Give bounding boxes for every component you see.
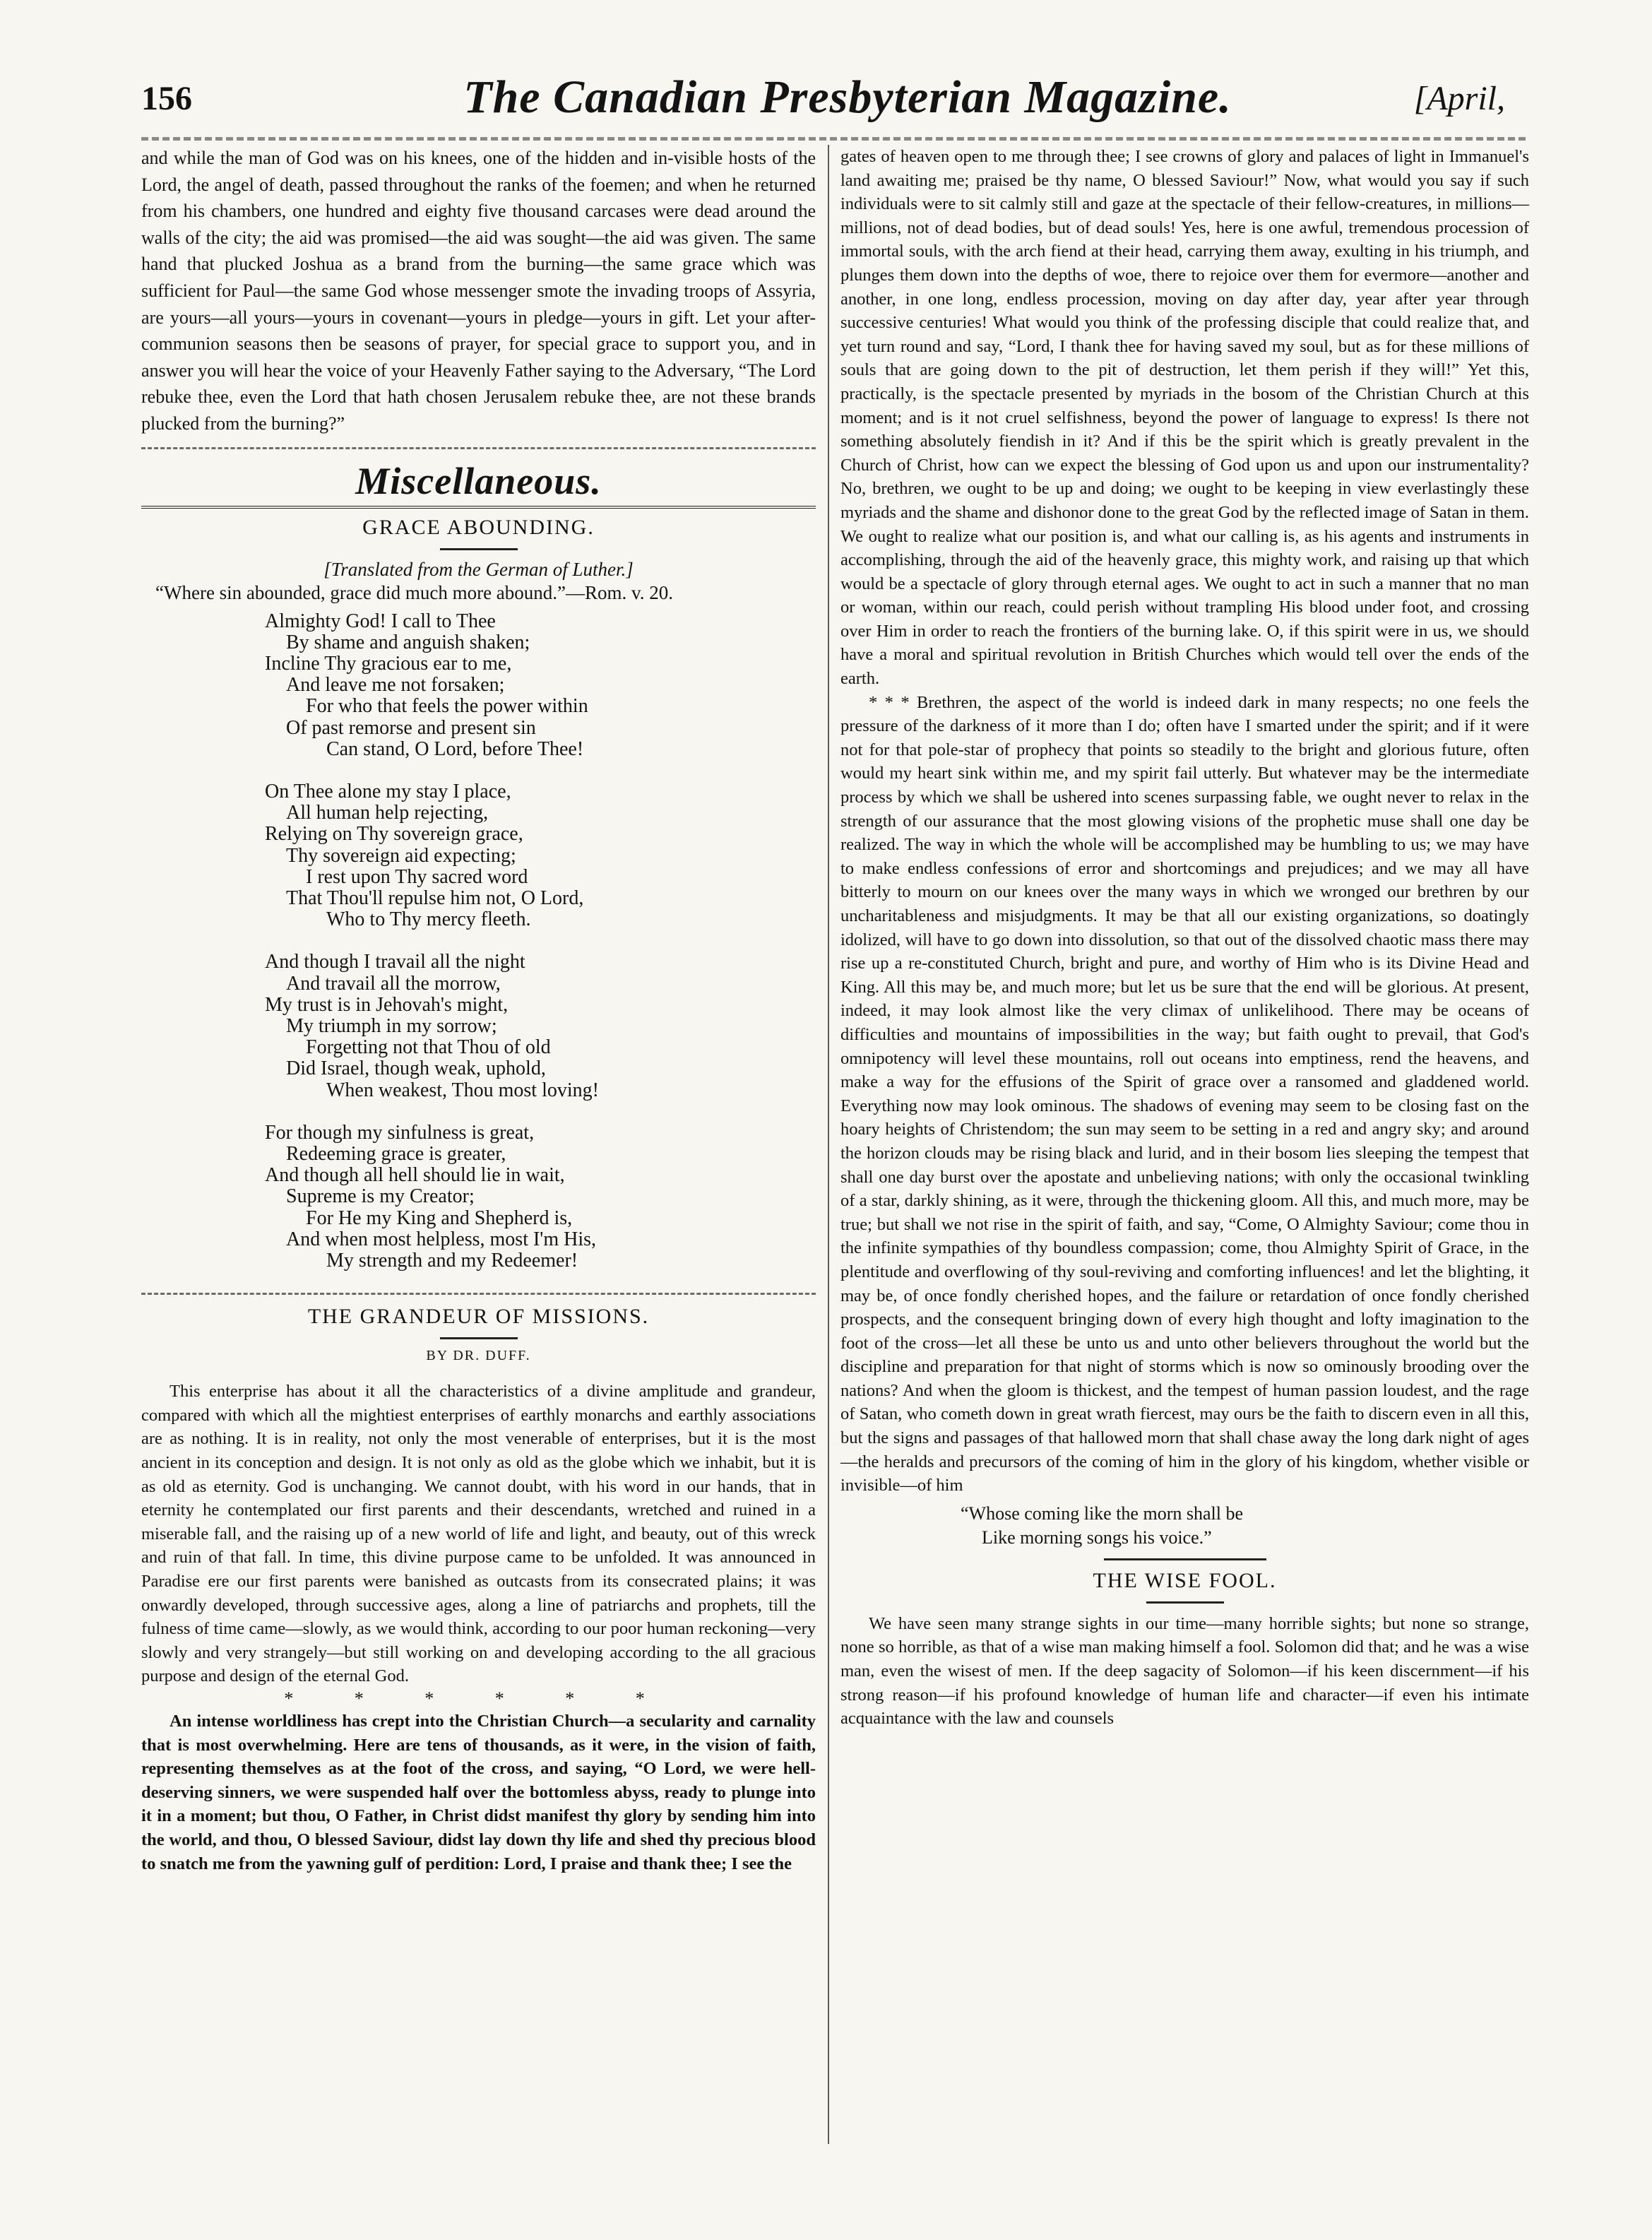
page-number: 156: [141, 80, 192, 117]
poem-line: On Thee alone my stay I place,: [265, 780, 511, 802]
poem-line: When weakest, Thou most loving!: [326, 1079, 599, 1101]
missions-paragraph: [840, 691, 1529, 1498]
section-title: Miscellaneous.: [355, 459, 602, 502]
missions-paragraph: This enterprise has about it all the characteristics of a divine amplitude and grandeur, compared with which all the mightiest enterprises of earthly monarchs and earthly associations are as nothing. It is in reality, not only the most venerable of enterprises, but it is the most ancient in its conception and design. It is not only as old as the globe which we inhabit, but it is as old as eternity. God is unchanging. We cannot doubt, with his word in our hands, that in eternity he contemplated our first parents and their descendants, wretched and ruined in a miserable fall, and the raising up of a new world of life and light, and beauty, out of this wreck and ruin of that fall. In time, this divine purpose came to be unfolded. It was announced in Paradise ere our first parents were banished as outcasts from its consecrated plains; it was onwardly developed, through successive ages, along a line of patriarchs and prophets, till the fulness of time came—slowly, as we would think, according to our poor human reckoning—very slowly and very strangely—but still working on and developing according to the all gracious purpose and design of the eternal God.: [141, 1382, 816, 1686]
poem-line: And though I travail all the night: [265, 951, 525, 973]
paragraph-text: Brethren, the aspect of the world is indeed dark in many respects; no one feels the pressure of the darkness of it more than I do; often have I smarted under the spirit; and if it were not for that pole-star of prophecy that points so steadily to the bright and glorious future, often would my heart sink within me, and my spirit fail utterly. But whatever may be the intermediate process by which we shall be ushered into scenes surpassing fable, we ought never to relax in the strength of our assurance that the most glowing visions of the prophetic muse shall one day be realized. The way in which the whole will be accomplished may be humbling to us; we may have to make endless confessions of error and shortcomings and prejudices; and we may all have bitterly to mourn on our knees over the many ways in which we wronged our brethren by our uncharitableness and misjudgments. It may be that all our existing organizations, so doatingly idolized, will have to go down into dissolution, so that out of the dissolved chaotic mass there may rise up a re-constituted Church, bright and pure, and worthy of Him who is its Divine Head and King. All this may be, and much more; but let us be sure that the end will be glorious. At present, indeed, it may look almost like the very climax of unlikelihood. There may be oceans of difficulties and mountains of impossibilities in the way; but faith ought to prevail, that God's omnipotency will level these mountains, roll out oceans into emptiness, rend the heavens, and make a way for the effusions of the Spirit of grace over a ransomed and gladdened world. Everything now may look ominous. The shadows of evening may seem to be closing fast on the hoary heights of Christendom; the sun may seem to be setting in a red and angry sky; and around the horizon clouds may be rising black and lurid, and in their bosom lies sleeping the tempest that shall one day burst over the apostate and unbelieving nations; with only the occasional twinkling of a star, darkly shining, as it were, through the thickening gloom. All this, and much more, may be true; but shall we not rise in the spirit of faith, and say, “Come, O Almighty Saviour; come thou in the infinite sympathies of thy boundless compassion; come, thou Almighty Spirit of Grace, in the plentitude and overflowing of thy soul-reviving and comforting influences! and let the blighting, it may be, of once fondly cherished hopes, and the failure or retardation of once fondly cherished prospects, and the consequent bringing down of every high thought and lofty imagination to the foot of the cross—let all these be unto us and unto other believers throughout the world but the discipline and preparation for that night of storms which is now so ominously brooding over the nations? And when the gloom is thickest, and the tempest of human passion loudest, and the rage of Satan, who cometh down in great wrath fiercest, may ours be the faith to discern even in all this, but the signs and passages of that hallowed morn that shall chase away the long dark night of ages—the heralds and precursors of the coming of him in the glory of his kingdom, whether visible or invisible—of him: [840, 692, 1530, 1495]
quote-line: Like morning songs his voice.”: [982, 1527, 1212, 1548]
section-title-rule: [141, 506, 816, 509]
poem-epigraph: “Where sin abounded, grace did much more abound.”—Rom. v. 20.: [155, 581, 674, 603]
poem-line: By shame and anguish shaken;: [286, 631, 530, 653]
header-rule: [141, 137, 1526, 141]
section-break-stars: * * * * * *: [284, 1688, 673, 1709]
poem-line: I rest upon Thy sacred word: [306, 865, 528, 888]
poem-line: Thy sovereign aid expecting;: [286, 844, 516, 867]
missions-byline: BY DR. DUFF.: [426, 1348, 531, 1364]
wise-fool-paragraph: We have seen many strange sights in our time—many horrible sights; but none so strange, none so horrible, as that of a wise man making himself a fool. Solomon did that; and he was a wise man, even the wisest of men. If the deep sagacity of Solomon—if his keen discernment—if his strong reason—if his profound knowledge of human life and character—if even his intimate acquaintance with the law and counsels: [840, 1613, 1529, 1729]
issue-month: [April,: [1413, 80, 1505, 117]
poem-line: Of past remorse and present sin: [286, 716, 536, 739]
wise-fool-title: THE WISE FOOL.: [1093, 1568, 1277, 1592]
poem-line: My strength and my Redeemer!: [326, 1250, 578, 1272]
article-divider: [1104, 1558, 1266, 1560]
poem-line: And travail all the morrow,: [286, 972, 501, 995]
poem-line: Who to Thy mercy fleeth.: [326, 908, 531, 931]
poem-stanza: [141, 952, 816, 1101]
poem-line: Forgetting not that Thou of old: [306, 1036, 551, 1059]
missions-paragraph: An intense worldliness has crept into the Christian Church—a secularity and carnality that is most overwhelming. Here are tens of thousands, as it were, in the vision of faith, representing themselves as at the foot of the cross, and saying, “O Lord, we were hell-deserving sinners, we were suspended half over the bottomless abyss, ready to plunge into it in a moment; but thou, O Father, in Christ didst manifest thy glory by sending him into the world, and thou, O blessed Saviour, didst lay down thy life and shed thy precious blood to snatch me from the yawning gulf of perdition: Lord, I praise and thank thee; I see the: [141, 1711, 816, 1873]
section-divider: [141, 447, 816, 449]
missions-continued-paragraph: gates of heaven open to me through thee; I see crowns of glory and palaces of light in Immanuel's land awaiting me; praised be thy name, O blessed Saviour!” Now, what would you say if such individuals were to sit calmly still and gaze at the spectacle of their fellow-creatures, in millions—millions, not of dead bodies, but of dead souls! Yes, here is one awful, tremendous procession of immortal souls, with the arch fiend at their head, carrying them away, exulting in his triumph, and plunges them down into the depths of woe, there to rejoice over them for evermore—another and another, in one long, endless procession, moving on day after day, year after year through successive centuries! What would you think of the professing disciple that could realize that, and yet turn round and say, “Lord, I thank thee for having saved my soul, but as for these millions of souls that are going down to the pit of destruction, let them perish if they will!” Yet this, practically, is the spectacle presented by myriads in the bosom of the Christian Church at this moment; and is it not cruel selfishness, beyond the power of language to express! Is there not something absolutely fiendish in it? And if this be the spirit which is greatly prevalent in the Church of Christ, how can we expect the blessing of God upon us and upon our instrumentality? No, brethren, we ought to be up and doing; we ought to be keeping in view everlastingly these myriads and the shame and dishonor done to the great God by the reflected image of Satan in them. We ought to realize what our position is, and what our calling is, as his agents and instruments in accomplishing, through the aid of the heavenly grace, this mighty work, and raising up that which would be a spectacle of glory through eternal ages. We ought to act in such a manner that no man or woman, within our reach, could perish without trampling His blood under foot, and crossing over Him in order to reach the frontiers of the burning lake. O, if this spirit were in us, we should have a moral and spiritual revolution in British Churches which would tell over the ends of the earth.: [840, 147, 1529, 689]
poem-line: My triumph in my sorrow;: [286, 1014, 497, 1037]
poem-line: Supreme is my Creator;: [286, 1185, 475, 1208]
missions-title-rule: [440, 1337, 518, 1339]
poem-line: And when most helpless, most I'm His,: [286, 1228, 597, 1250]
quote-line: “Whose coming like the morn shall be: [961, 1503, 1244, 1524]
section-break-stars: * * *: [869, 692, 910, 712]
poem-line: Incline Thy gracious ear to me,: [265, 652, 512, 675]
poem-line: For though my sinfulness is great,: [265, 1121, 535, 1144]
poem-line: That Thou'll repulse him not, O Lord,: [286, 887, 584, 909]
poem-stanza: [141, 781, 816, 930]
poem-line: For who that feels the power within: [306, 695, 588, 718]
poem-line: Almighty God! I call to Thee: [265, 610, 496, 632]
left-column: [141, 145, 816, 1875]
magazine-title: The Canadian Presbyterian Magazine.: [463, 71, 1232, 123]
poem-line: Relying on Thy sovereign grace,: [265, 823, 523, 846]
carry-over-paragraph: and while the man of God was on his knees, one of the hidden and in-visible hosts of the Lord, the angel of death, passed throughout the ranks of the foemen; and when he returned from his chambers, one hundred and eighty five thousand carcases were dead around the walls of the city; the aid was promised—the aid was sought—the aid was given. The same hand that plucked Joshua as a brand from the burning—the same grace which was sufficient for Paul—the same God whose messenger smote the invading troops of Assyria, are yours—all yours—yours in covenant—yours in pledge—yours in gift. Let your after-communion seasons then be seasons of prayer, for special grace to support you, and in answer you will hear the voice of your Heavenly Father saying to the Adversary, “The Lord rebuke thee, even the Lord that hath chosen Jerusalem rebuke thee, are not these brands plucked from the burning?”: [141, 148, 816, 434]
poem-line: For He my King and Shepherd is,: [306, 1207, 573, 1229]
poem-line: And leave me not forsaken;: [286, 674, 505, 697]
closing-quote: [840, 1502, 1529, 1550]
poem-line: My trust is in Jehovah's might,: [265, 993, 509, 1016]
poem-line: Redeeming grace is greater,: [286, 1143, 506, 1165]
poem-stanza: [141, 611, 816, 760]
column-divider: [828, 145, 829, 2144]
wise-fool-title-rule: [1146, 1601, 1224, 1604]
article-divider: [141, 1293, 816, 1295]
poem-translation-note: [Translated from the German of Luther.]: [323, 558, 634, 580]
missions-title: THE GRANDEUR OF MISSIONS.: [307, 1305, 650, 1329]
poem-title: GRACE ABOUNDING.: [362, 515, 595, 539]
poem-title-rule: [440, 548, 518, 550]
right-column: [840, 145, 1529, 1731]
poem-stanza: [141, 1122, 816, 1272]
poem-body: [141, 611, 816, 1272]
poem-line: And though all hell should lie in wait,: [265, 1164, 565, 1187]
poem-line: Did Israel, though weak, uphold,: [286, 1057, 546, 1080]
poem-line: Can stand, O Lord, before Thee!: [326, 737, 584, 760]
poem-line: All human help rejecting,: [286, 802, 489, 824]
